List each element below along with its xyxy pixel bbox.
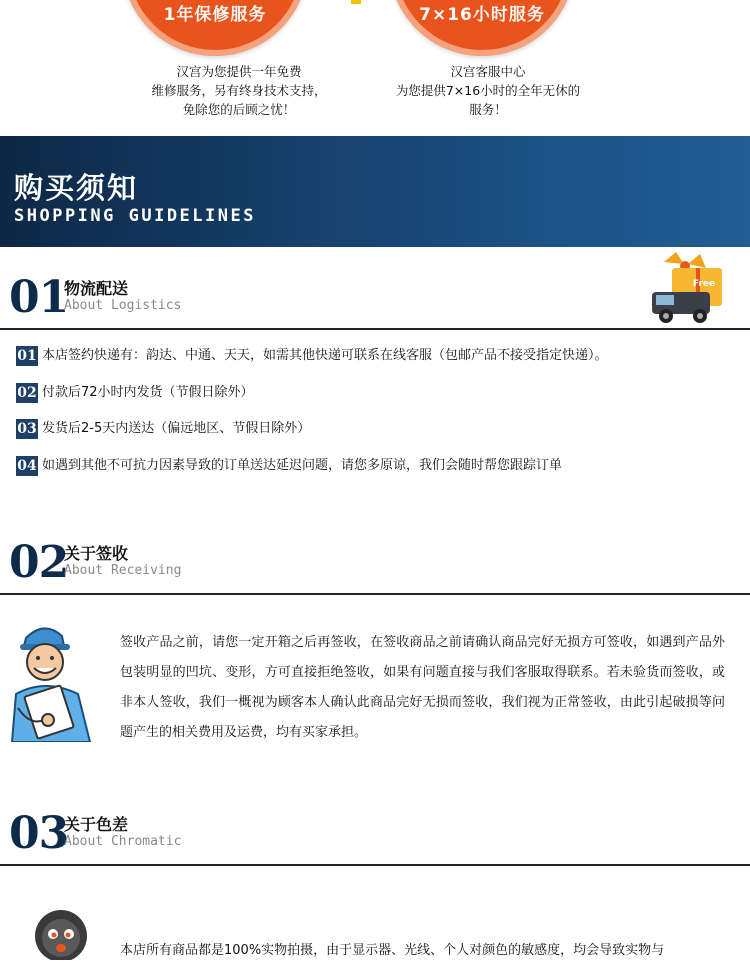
service-hours-badge [389, 0, 575, 56]
decor-spark [351, 0, 361, 4]
warranty-line-3: 免除您的后顾之忧！ [182, 102, 296, 117]
service-line-1: 汉宫客服中心 [450, 64, 526, 79]
section-subtitle: About Receiving [64, 563, 182, 578]
truck-badge-label: Free [692, 279, 716, 289]
item-text: 发货后2-5天内送达（偏远地区、节假日除外） [42, 421, 311, 436]
receiving-section-header [0, 535, 750, 595]
section-number: 03 [9, 808, 69, 859]
section-divider [0, 593, 750, 595]
item-number: 04 [17, 457, 37, 474]
chromatic-section-header [0, 806, 750, 866]
delivery-worker-icon [0, 616, 100, 742]
section-title: 关于签收 [64, 544, 129, 563]
section-divider [0, 864, 750, 866]
warranty-badge-label: 1年保修服务 [163, 5, 267, 25]
item-number: 02 [17, 384, 37, 401]
service-line-2: 为您提供7×16小时的全年无休的 [395, 83, 581, 98]
shopping-guidelines-banner [0, 136, 750, 247]
section-title: 物流配送 [64, 279, 129, 298]
service-hours-badge-label: 7×16小时服务 [419, 5, 545, 25]
mascot-icon [28, 906, 94, 960]
banner-title: 购买须知 [14, 171, 139, 205]
list-item [16, 383, 736, 420]
item-number: 03 [17, 421, 37, 437]
section-divider [0, 328, 750, 330]
service-line-3: 服务！ [469, 102, 507, 117]
warranty-line-1: 汉宫为您提供一年免费 [176, 64, 302, 79]
section-subtitle: About Logistics [64, 298, 182, 313]
warranty-badge [122, 0, 308, 56]
list-item [16, 346, 736, 383]
logistics-list [16, 346, 736, 492]
warranty-description [109, 62, 369, 119]
section-number: 02 [9, 537, 69, 588]
banner-subtitle: SHOPPING GUIDELINES [14, 206, 256, 226]
service-hours-description [358, 62, 618, 119]
chromatic-text: 本店所有商品都是100%实物拍摄，由于显示器、光线、个人对颜色的敏感度，均会导致实物与 [120, 943, 665, 958]
item-text: 付款后72小时内发货（节假日除外） [42, 384, 254, 400]
list-item [16, 419, 736, 456]
section-subtitle: About Chromatic [64, 834, 182, 849]
service-strip [0, 0, 750, 136]
list-item [16, 456, 736, 493]
section-title: 关于色差 [64, 815, 129, 834]
section-number: 01 [9, 272, 69, 323]
logistics-section-header [0, 270, 750, 330]
item-number: 01 [17, 348, 37, 364]
receiving-text: 签收产品之前，请您一定开箱之后再签收，在签收商品之前请确认商品完好无损方可签收，如遇到产品外包装明显的凹坑、变形，方可直接拒绝签收，如果有问题直接与我们客服取得联系。若未验货而签收，或非本人签收，我们一概视为顾客本人确认此商品完好无损而签收，我们视为正常签收，由此引起破损等问题产生的相关费用及运费，均有买家承担。 [120, 635, 725, 740]
item-text: 如遇到其他不可抗力因素导致的订单送达延迟问题，请您多原谅，我们会随时帮您跟踪订单 [42, 457, 563, 473]
warranty-line-2: 维修服务，另有终身技术支持， [151, 83, 327, 98]
item-text: 本店签约快递有：韵达、中通、天天，如需其他快递可联系在线客服（包邮产品不接受指定快递）。 [42, 348, 608, 363]
free-shipping-truck-icon [644, 252, 728, 328]
